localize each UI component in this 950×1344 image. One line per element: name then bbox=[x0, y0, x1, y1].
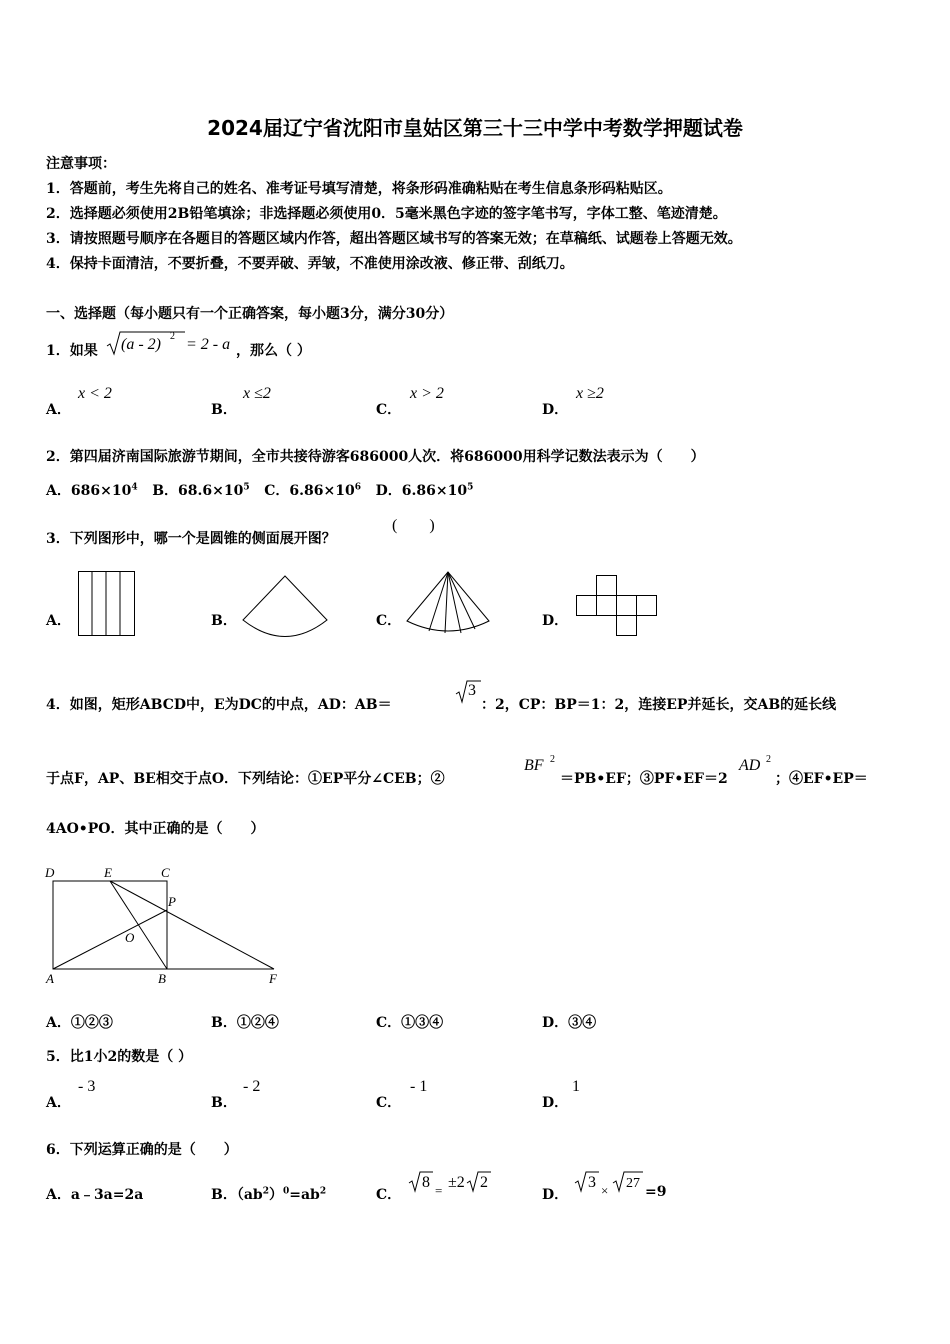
q3-option-a-label: A． bbox=[46, 613, 71, 629]
q6-option-d-r2: 27 bbox=[626, 1176, 640, 1191]
q6-stem: 6．下列运算正确的是（ ） bbox=[46, 1142, 238, 1158]
q2-option-c-base: 6.86×10 bbox=[289, 483, 355, 499]
q6-option-a bbox=[46, 1184, 143, 1204]
q6-option-a-text: a﹣3a=2a bbox=[70, 1187, 144, 1203]
q3-figure-a-rectangles bbox=[78, 571, 136, 637]
q4-option-a-label: A． bbox=[46, 1015, 71, 1031]
section-heading: 一、选择题（每小题只有一个正确答案，每小题3分，满分30分） bbox=[46, 306, 454, 322]
q1-radical-bar bbox=[127, 331, 185, 333]
q3-stem: 3．下列图形中，哪一个是圆锥的侧面展开图？ bbox=[46, 531, 336, 547]
q4-ad-exp: 2 bbox=[766, 754, 771, 765]
q2-option-b bbox=[178, 483, 250, 499]
notice-heading: 注意事项： bbox=[46, 156, 116, 172]
q4-fig-label-c: C bbox=[161, 865, 170, 880]
q4-fig-label-d: D bbox=[45, 865, 55, 880]
q4-fig-label-b: B bbox=[158, 971, 166, 986]
q4-line3: 4AO•PO．其中正确的是（ ） bbox=[46, 821, 265, 837]
q6-option-a-label: A． bbox=[46, 1187, 71, 1203]
q5-option-b-label: B． bbox=[211, 1095, 237, 1111]
q5-option-d-label: D． bbox=[542, 1095, 569, 1111]
q6-option-b-exp3: 2 bbox=[319, 1186, 327, 1197]
q2-stem: 2．第四届济南国际旅游节期间，全市共接待游客686000人次．将686000用科学记数法表示为（ ） bbox=[46, 449, 705, 465]
q5-option-a: - 3 bbox=[78, 1078, 96, 1095]
q4-figure bbox=[44, 864, 284, 989]
q2-option-d-base: 6.86×10 bbox=[401, 483, 468, 499]
notice-item-4: 4．保持卡面清洁，不要折叠，不要弄破、弄皱，不准使用涂改液、修正带、刮纸刀。 bbox=[46, 256, 574, 272]
q1-option-c: x > 2 bbox=[410, 385, 444, 402]
q4-fig-label-e: E bbox=[104, 865, 112, 880]
q6-option-b-exp2: 0 bbox=[282, 1186, 290, 1197]
q1-option-d: x ≥2 bbox=[576, 385, 604, 402]
q1-option-d-label: D． bbox=[542, 402, 569, 418]
q2-option-b-base: 68.6×10 bbox=[178, 483, 244, 499]
q1-option-b-label: B． bbox=[211, 402, 237, 418]
q6-option-b-label: B． bbox=[211, 1187, 237, 1203]
q6-option-b-exp1: 2 bbox=[262, 1186, 269, 1197]
q5-option-c-label: C． bbox=[376, 1095, 402, 1111]
q4-line1-part1: 4．如图，矩形ABCD中，E为DC的中点，AD：AB＝ bbox=[46, 697, 392, 713]
q3-paren: ( ) bbox=[392, 517, 435, 534]
q2-option-c-exp: 6 bbox=[354, 482, 361, 493]
q4-sqrt-value: 3 bbox=[468, 682, 476, 699]
q4-line1-part2: ：2，CP：BP＝1：2，连接EP并延长，交AB的延长线 bbox=[481, 697, 837, 713]
q2-option-a-base: 686×10 bbox=[70, 483, 132, 499]
q2-option-d-label: D． bbox=[375, 483, 402, 499]
q4-option-d bbox=[542, 1012, 596, 1032]
q6-option-c-r1: 8 bbox=[422, 1174, 430, 1191]
q6-option-c-eq: = bbox=[435, 1183, 443, 1198]
notice-item-2: 2．选择题必须使用2B铅笔填涂；非选择题必须使用0．5毫米黑色字迹的签字笔书写，字体工整、笔迹清楚。 bbox=[46, 206, 727, 222]
q5-option-d: 1 bbox=[572, 1078, 580, 1095]
q2-option-b-exp: 5 bbox=[243, 482, 250, 493]
q5-option-c: - 1 bbox=[410, 1078, 428, 1095]
q1-suffix: ，那么（ ） bbox=[236, 343, 311, 359]
q4-option-d-text: ③④ bbox=[568, 1015, 597, 1031]
q2-option-a-exp: 4 bbox=[131, 482, 138, 493]
q3-figure-b-sector bbox=[242, 575, 328, 635]
q1-option-c-label: C． bbox=[376, 402, 402, 418]
q6-option-c-label: C． bbox=[376, 1187, 402, 1203]
q4-option-c-label: C． bbox=[376, 1015, 402, 1031]
q2-options bbox=[46, 480, 473, 500]
q4-option-b bbox=[211, 1012, 279, 1032]
q4-fig-label-p: P bbox=[168, 894, 176, 909]
q2-option-d-exp: 5 bbox=[467, 482, 474, 493]
page-title: 2024届辽宁省沈阳市皇姑区第三十三中学中考数学押题试卷 bbox=[207, 116, 743, 140]
q6-option-b-pre: （ab bbox=[236, 1187, 263, 1203]
q1-radicand: (a - 2) bbox=[121, 336, 161, 353]
q4-option-c bbox=[376, 1012, 443, 1032]
q3-option-d-label: D． bbox=[542, 613, 569, 629]
q4-option-a bbox=[46, 1012, 113, 1032]
q6-option-c-r2: 2 bbox=[480, 1174, 488, 1191]
q4-option-b-label: B． bbox=[211, 1015, 237, 1031]
q6-option-d-r1: 3 bbox=[588, 1174, 596, 1191]
q2-option-b-label: B． bbox=[152, 483, 179, 499]
q4-line2-part2: ＝PB•EF；③PF•EF＝2 bbox=[560, 771, 728, 787]
q3-option-b-label: B． bbox=[211, 613, 237, 629]
q4-line2-part3: ；④EF•EP＝ bbox=[775, 771, 868, 787]
q1-exponent: 2 bbox=[170, 331, 175, 342]
q2-option-d bbox=[402, 483, 474, 499]
q1-option-a-label: A． bbox=[46, 402, 71, 418]
q6-option-d-label: D． bbox=[542, 1187, 569, 1203]
notice-item-3: 3．请按照题号顺序在各题目的答题区域内作答，超出答题区域书写的答案无效；在草稿纸、试题卷上答题无效。 bbox=[46, 231, 742, 247]
q5-option-a-label: A． bbox=[46, 1095, 71, 1111]
q5-option-b: - 2 bbox=[243, 1078, 261, 1095]
q4-option-d-label: D． bbox=[542, 1015, 569, 1031]
q3-figure-c-pyramid bbox=[405, 571, 491, 635]
q2-option-a-label: A． bbox=[46, 483, 71, 499]
q3-figure-d-net bbox=[576, 575, 658, 637]
q4-option-c-text: ①③④ bbox=[401, 1015, 444, 1031]
q4-fig-label-f: F bbox=[269, 971, 277, 986]
q2-option-a bbox=[71, 483, 138, 499]
q4-bf: BF bbox=[524, 757, 544, 774]
q4-fig-label-a: A bbox=[46, 971, 54, 986]
q6-option-c-pm: ±2 bbox=[448, 1174, 465, 1191]
q6-option-b bbox=[211, 1184, 326, 1204]
q6-option-b-mid: ） bbox=[268, 1187, 283, 1203]
q6-option-d-times: × bbox=[601, 1183, 609, 1198]
q4-option-a-text: ①②③ bbox=[70, 1015, 113, 1031]
q4-option-b-text: ①②④ bbox=[236, 1015, 279, 1031]
q2-option-c-label: C． bbox=[264, 483, 290, 499]
q4-bf-exp: 2 bbox=[550, 754, 555, 765]
q4-fig-label-o: O bbox=[125, 930, 135, 945]
q6-option-b-post: =ab bbox=[289, 1187, 320, 1203]
q1-prefix: 1．如果 bbox=[46, 343, 98, 359]
q4-ad: AD bbox=[739, 757, 761, 774]
notice-item-1: 1．答题前，考生先将自己的姓名、准考证号填写清楚，将条形码准确粘贴在考生信息条形码粘贴区。 bbox=[46, 181, 672, 197]
q4-line2-part1: 于点F，AP、BE相交于点O．下列结论：①EP平分∠CEB；② bbox=[46, 771, 445, 787]
q6-option-d-eq: =9 bbox=[645, 1184, 667, 1200]
q2-option-c bbox=[289, 483, 361, 499]
q1-option-a: x < 2 bbox=[78, 385, 112, 402]
q1-option-b: x ≤2 bbox=[243, 385, 271, 402]
q1-rhs: = 2 - a bbox=[186, 336, 231, 353]
q5-stem: 5．比1小2的数是（ ） bbox=[46, 1049, 193, 1065]
q3-option-c-label: C． bbox=[376, 613, 402, 629]
